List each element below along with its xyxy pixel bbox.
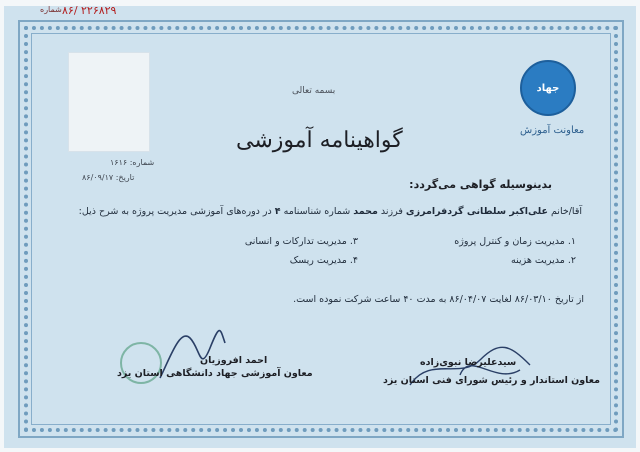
photo-placeholder [68,52,150,152]
recipient-name: علی‌اکبر سلطانی گردفرامرزی [405,206,548,217]
bismillah-heading: بسمه تعالی [292,86,336,96]
serial-label: شماره [40,5,62,14]
course-item: ۲. مدیریت هزینه [511,255,576,266]
unit-signature: معاونت آموزش [520,125,585,136]
course-item: ۱. مدیریت زمان و کنترل پروژه [454,236,576,247]
course-intro: در دوره‌های آموزشی مدیریت پروژه به شرح ذیل: [78,206,272,217]
left-signatory-name: احمد افروزیان [200,355,268,366]
father-name: محمد [353,206,378,217]
right-signatory-name: سیدعلیرضا نبوی‌زاده [420,357,517,368]
left-signatory-title: معاون آموزشی جهاد دانشگاهی استان یزد [117,368,313,379]
recipient-line [79,206,582,217]
jahad-logo-icon [520,60,576,116]
course-item: ۳. مدیریت تدارکات و انسانی [244,236,358,247]
child-of-label: فرزند [380,206,403,217]
right-signatory-title: معاون استاندار و رئیس شورای فنی استان یزد [383,375,600,386]
certificate-number: شماره: ۱۶۱۶ [110,158,155,167]
logo-text: جهاد [536,82,560,94]
id-number: ۴ [274,206,281,217]
course-period: از تاریخ ۸۶/۰۳/۱۰ لغایت ۸۶/۰۴/۰۷ به مدت ۴۰ ساعت شرکت نموده است. [293,294,584,305]
certificate-title: گواهینامه آموزشی [236,128,403,153]
certificate-date: تاریخ: ۸۶/۰۹/۱۷ [82,173,135,182]
course-item: ۴. مدیریت ریسک [289,255,358,266]
serial-number: ۸۶/ ۲۲۶۸۲۹ [62,4,117,17]
certify-statement: بدینوسیله گواهی می‌گردد: [409,178,552,191]
id-label: شماره شناسنامه [283,206,351,217]
recipient-prefix: آقا/خانم [550,206,582,217]
